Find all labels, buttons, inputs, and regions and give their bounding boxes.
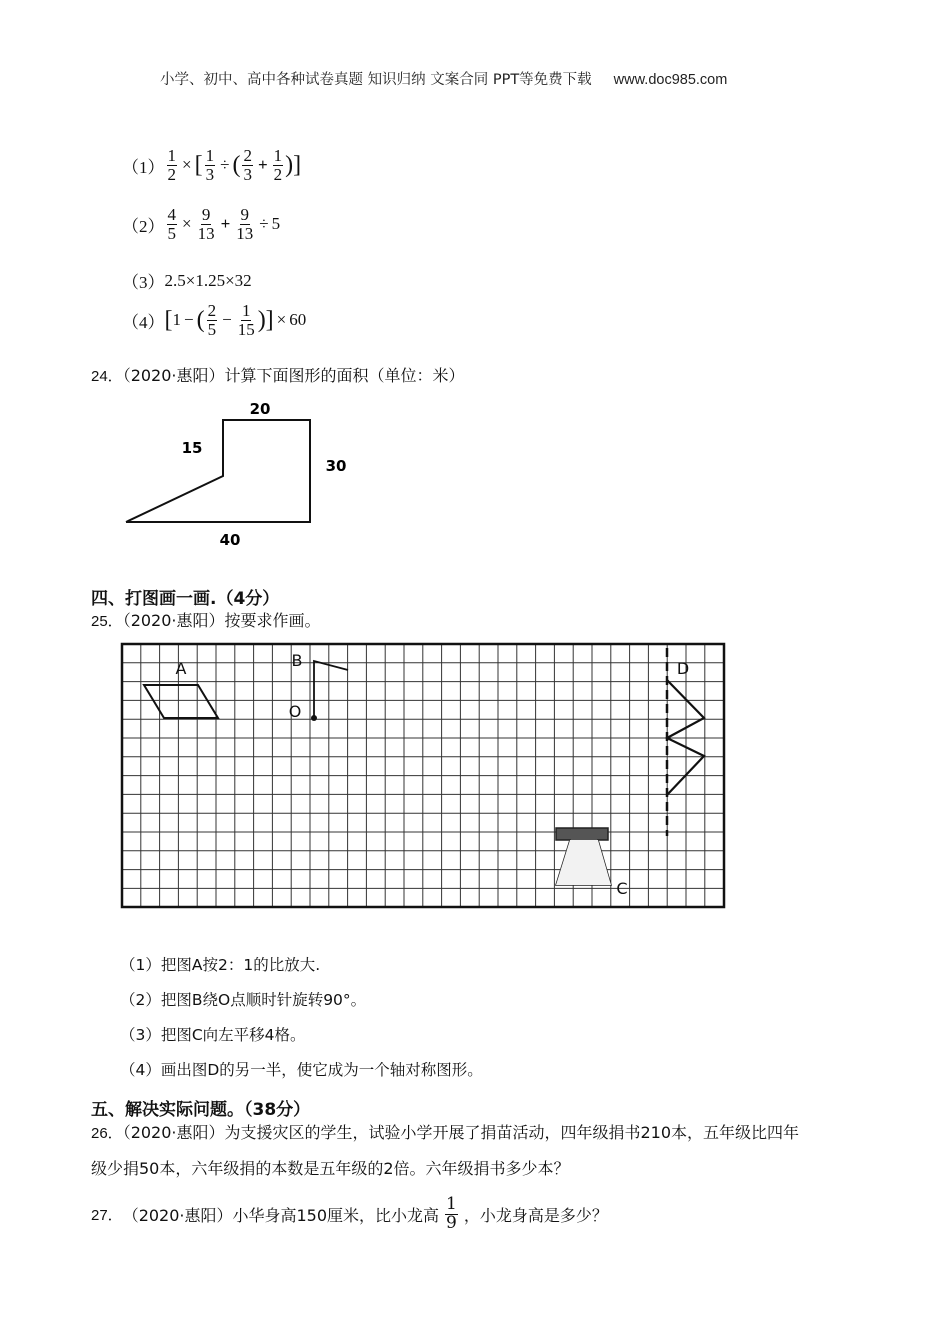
label-o: O bbox=[288, 702, 302, 721]
calc-label: （1） bbox=[122, 157, 165, 177]
question-text-line2: 级少捐50本，六年级捐的本数是五年级的2倍。六年级捐书多少本？ bbox=[91, 1159, 570, 1178]
calc-label: （3） bbox=[122, 273, 165, 292]
dim-left: 15 bbox=[181, 439, 203, 457]
label-c: C bbox=[616, 879, 628, 898]
header-title: 小学、初中、高中各种试卷真题 知识归纳 文案合同 PPT等免费下载 bbox=[160, 72, 592, 88]
question-24 bbox=[91, 363, 465, 386]
fraction-denominator: 9 bbox=[446, 1212, 457, 1233]
question-text: 计算下面图形的面积（单位：米） bbox=[224, 366, 465, 385]
calc-label: （2） bbox=[122, 216, 165, 236]
point-o bbox=[311, 715, 317, 721]
sub-question-4: （4）画出图D的另一半，使它成为一个轴对称图形。 bbox=[120, 1061, 483, 1079]
calc-item-4: （4） [ 1 − ( $\frac{2}{5}$ − $\frac{1}{15}$ )] × 60 bbox=[122, 301, 307, 339]
question-text-end: ，小龙身高是多少？ bbox=[463, 1205, 608, 1225]
calc-item-3 bbox=[122, 268, 252, 293]
figure-a bbox=[144, 685, 218, 718]
section-5-title: 五、解决实际问题。（38分） bbox=[91, 1100, 311, 1120]
sub-question-3: （3）把图C向左平移4格。 bbox=[120, 1026, 306, 1044]
label-b: B bbox=[291, 651, 303, 670]
question-text-line1: 为支援灾区的学生，试验小学开展了捐苗活动，四年级捐书210本，五年级比四年 bbox=[224, 1123, 800, 1142]
question-number: 26． bbox=[91, 1125, 123, 1142]
drawing-grid bbox=[118, 640, 730, 915]
label-a: A bbox=[175, 659, 187, 678]
calc-item-2: （2） $\frac{4}{5}$ × $\frac{9}{13}$ + $\frac{9}{13}$ ÷ 5 bbox=[122, 205, 281, 243]
label-d: D bbox=[676, 659, 690, 678]
sub-question-1: （1）把图A按2：1的比放大. bbox=[120, 956, 321, 974]
figure-b bbox=[314, 661, 348, 718]
question-number: 24． bbox=[91, 368, 123, 385]
dim-bottom: 40 bbox=[219, 531, 241, 549]
question-text: 小华身高150厘米，比小龙高 bbox=[232, 1205, 440, 1225]
section-4-title: 四、打图画一画.（4分） bbox=[91, 589, 280, 609]
question-source: （2020·惠阳） bbox=[122, 1205, 233, 1225]
question-source: （2020·惠阳） bbox=[122, 611, 225, 630]
question-source: （2020·惠阳） bbox=[122, 1123, 225, 1142]
question-26 bbox=[91, 1120, 799, 1143]
fraction-numerator: 1 bbox=[446, 1194, 457, 1214]
fraction bbox=[445, 1196, 458, 1233]
question-27 bbox=[91, 1196, 608, 1233]
question-25 bbox=[91, 608, 321, 631]
page-header bbox=[160, 68, 727, 89]
grid-lines bbox=[122, 644, 724, 907]
dim-right: 30 bbox=[325, 457, 347, 475]
calc-expression: 2.5×1.25×32 bbox=[164, 270, 252, 290]
question-text: 按要求作画。 bbox=[224, 611, 321, 630]
calc-item-1: （1） $\frac{1}{2}$ × [ $\frac{1}{3}$ ÷ ( $\frac{2}{3}$ + $\frac{1}{2}$ )] bbox=[122, 146, 302, 184]
calc-label: （4） bbox=[122, 312, 165, 332]
question-number: 25． bbox=[91, 613, 123, 630]
dim-top: 20 bbox=[249, 400, 271, 418]
area-figure bbox=[110, 390, 370, 555]
sub-question-2: （2）把图B绕O点顺时针旋转90°。 bbox=[120, 991, 367, 1009]
question-number: 27． bbox=[91, 1206, 123, 1224]
header-site[interactable]: www.doc985.com bbox=[613, 72, 728, 88]
question-source: （2020·惠阳） bbox=[122, 366, 225, 385]
